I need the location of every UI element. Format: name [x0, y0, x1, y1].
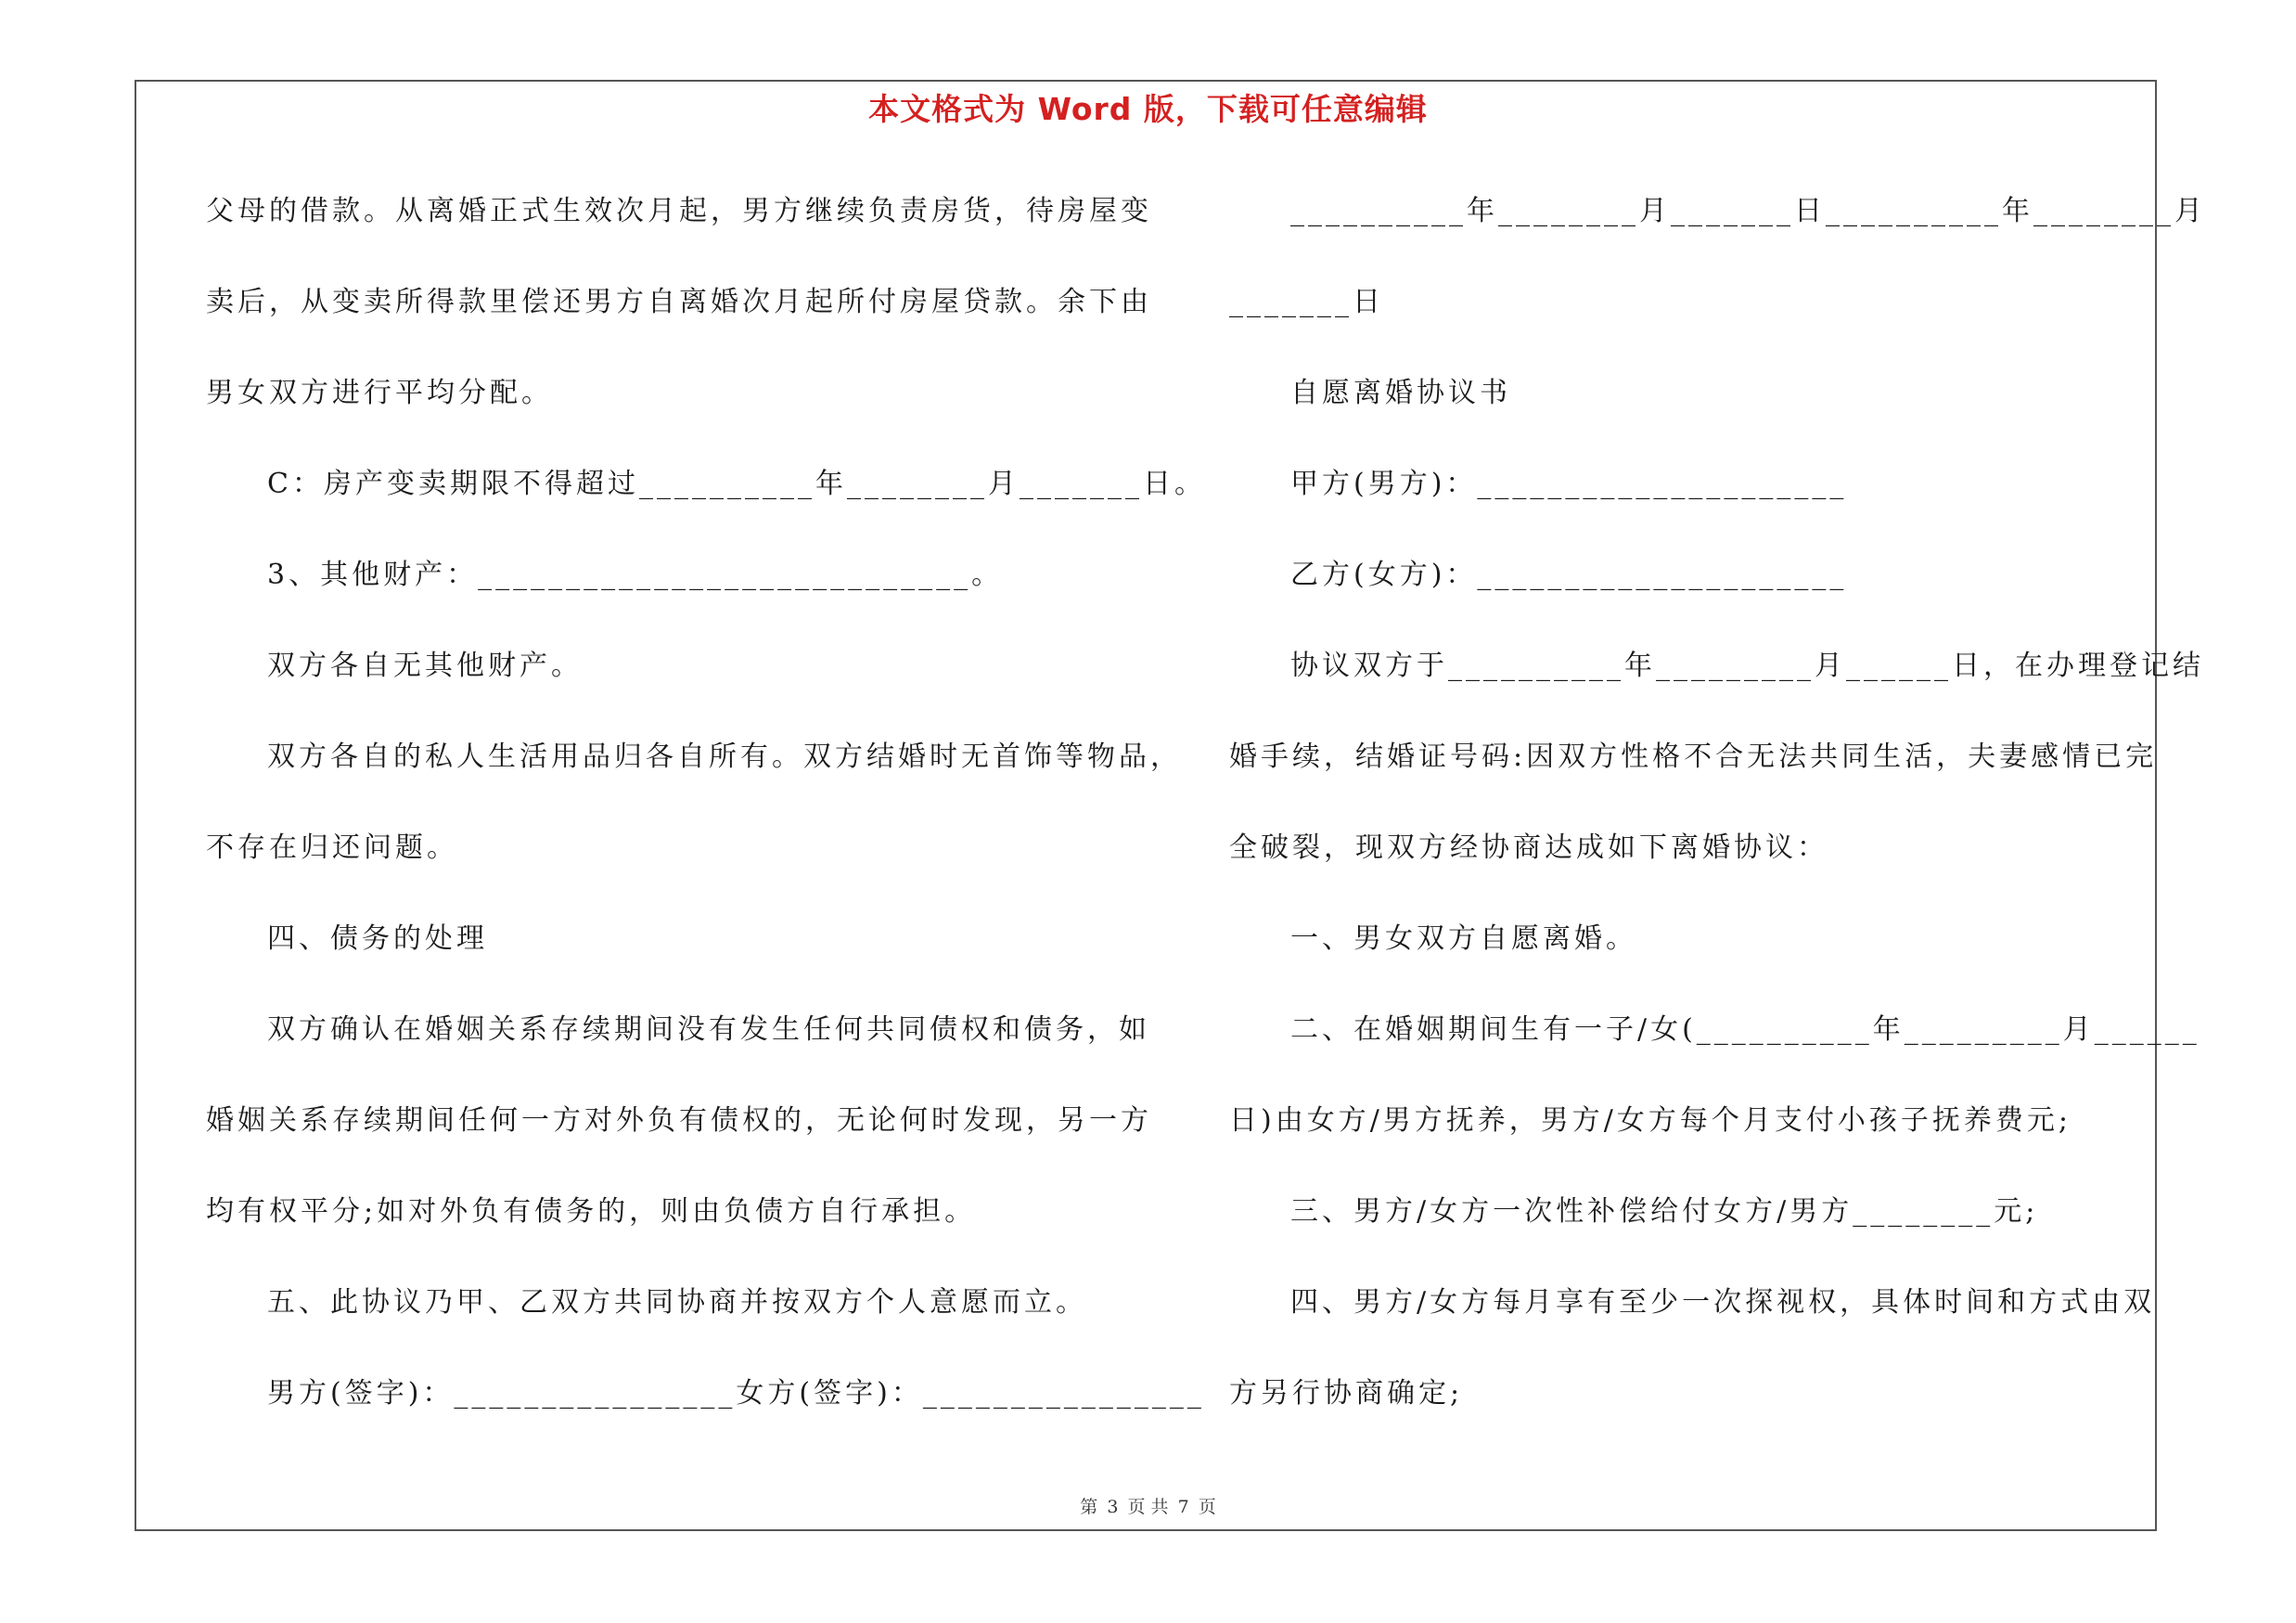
- text-line: 自愿离婚协议书: [1290, 377, 1511, 409]
- footer-prefix: 第: [1080, 1497, 1098, 1517]
- right-column: [1229, 186, 2206, 1459]
- text-line: 3、其他财产：____________________________。: [267, 559, 1004, 591]
- text-line: 四、男方/女方每月享有至少一次探视权，具体时间和方式由双: [1290, 1286, 2156, 1319]
- footer-total-pages: 7: [1177, 1497, 1189, 1517]
- text-line: 卖后，从变卖所得款里偿还男方自离婚次月起所付房屋贷款。余下由: [206, 286, 1152, 318]
- page-footer: [0, 1493, 2296, 1518]
- text-line: 男方(签字)：________________女方(签字)：________________: [267, 1377, 1205, 1410]
- text-line: 均有权平分;如对外负有债务的，则由负债方自行承担。: [206, 1195, 977, 1228]
- text-line: 二、在婚姻期间生有一子/女(__________年_________月______: [1290, 1013, 2200, 1046]
- text-line: _______日: [1229, 286, 1384, 318]
- text-line: 五、此协议乃甲、乙双方共同协商并按双方个人意愿而立。: [267, 1286, 1087, 1319]
- footer-suffix: 页: [1198, 1497, 1216, 1517]
- text-line: __________年________月_______日__________年________月: [1290, 195, 2206, 227]
- text-line: 双方确认在婚姻关系存续期间没有发生任何共同债权和债务，如: [267, 1013, 1150, 1046]
- text-line: 双方各自无其他财产。: [267, 650, 583, 682]
- text-line: 双方各自的私人生活用品归各自所有。双方结婚时无首饰等物品，: [267, 741, 1182, 773]
- text-line: 男女双方进行平均分配。: [206, 377, 553, 409]
- footer-current-page: 3: [1107, 1497, 1119, 1517]
- text-line: 协议双方于__________年_________月______日，在办理登记结: [1290, 650, 2204, 682]
- format-banner: 本文格式为 Word 版，下载可任意编辑: [868, 91, 1428, 127]
- text-line: 甲方(男方)：_____________________: [1290, 468, 1848, 500]
- text-line: 三、男方/女方一次性补偿给付女方/男方________元;: [1290, 1195, 2039, 1228]
- text-line: 父母的借款。从离婚正式生效次月起，男方继续负责房货，待房屋变: [206, 195, 1152, 227]
- text-line: C：房产变卖期限不得超过__________年________月_______日。: [267, 468, 1206, 500]
- text-line: 方另行协商确定;: [1229, 1377, 1464, 1410]
- text-line: 乙方(女方)：_____________________: [1290, 559, 1848, 591]
- text-line: 婚姻关系存续期间任何一方对外负有债权的，无论何时发现，另一方: [206, 1104, 1152, 1137]
- text-line: 一、男女双方自愿离婚。: [1290, 922, 1637, 955]
- footer-middle: 页 共: [1127, 1497, 1169, 1517]
- text-line: 全破裂，现双方经协商达成如下离婚协议：: [1229, 831, 1828, 864]
- text-line: 四、债务的处理: [267, 922, 488, 955]
- text-line: 婚手续，结婚证号码:因双方性格不合无法共同生活，夫妻感情已完: [1229, 741, 2158, 773]
- text-line: 日)由女方/男方抚养，男方/女方每个月支付小孩子抚养费元;: [1229, 1104, 2072, 1137]
- text-line: 不存在归还问题。: [206, 831, 458, 864]
- left-column: [206, 186, 1206, 1459]
